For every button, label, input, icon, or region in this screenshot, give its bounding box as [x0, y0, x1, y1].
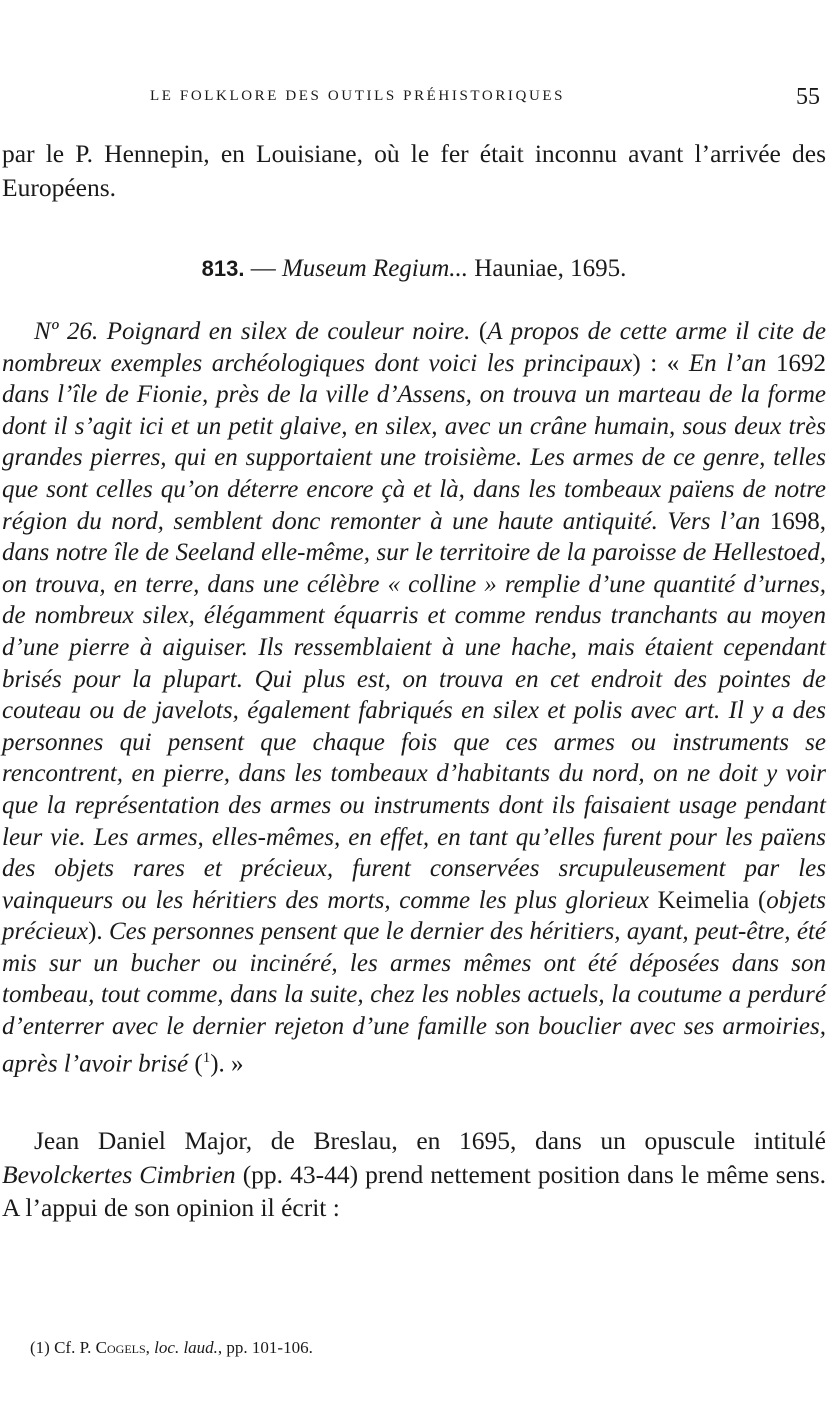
footnote: [30, 1338, 810, 1358]
running-title: LE FOLKLORE DES OUTILS PRÉHISTORIQUES: [150, 88, 566, 104]
quote-segment-4: ) : «: [632, 349, 689, 377]
footnote-cf: Cf. P.: [49, 1338, 96, 1357]
continued-paragraph: par le P. Hennepin, en Louisiane, où le fer était inconnu avant l’arrivée des Européens.: [2, 139, 826, 202]
major-paragraph: [2, 1124, 826, 1225]
quote-segment-13: Ces personnes pensent que le dernier des héritiers, ayant, peut-être, été mis sur un bucher ou incinéré, les armes mêmes ont été déposées dans son tombeau, tout comme, dans la suite, chez les nobles actuels, la coutume a perduré d’enterrer avec le dernier rejeton d’une famille son bouclier avec ses armoiries, après l’avoir brisé: [2, 918, 826, 1077]
quote-segment-5: En l’an: [688, 349, 767, 377]
page-number: 55: [796, 84, 820, 110]
entry-heading: [0, 255, 828, 283]
quote-segment-14: (: [188, 1049, 203, 1077]
quote-segment-12: ).: [88, 918, 109, 946]
footnote-marker: (1): [30, 1338, 50, 1357]
quote-segment-3: A propos de cette arme il cite de nombreux exemples archéologiques dont voici les principaux: [2, 318, 826, 377]
entry-title: Museum Regium...: [281, 255, 469, 282]
quote-segment-8: 1698,: [760, 507, 826, 535]
entry-dash: —: [244, 255, 282, 282]
footnote-separator: ,: [145, 1338, 155, 1357]
quote-segment-6: 1692: [766, 349, 826, 377]
footnote-pages: , pp. 101-106.: [217, 1338, 313, 1357]
major-text-1: Jean Daniel Major, de Breslau, en 1695, dans un opuscule intitulé: [34, 1126, 826, 1155]
major-text-2: (pp. 43-44) prend nettement position dans le même sens. A l’appui de son opinion il écrit :: [2, 1159, 826, 1222]
quote-segment-11: objets précieux: [2, 886, 826, 946]
quote-segment-1: Nº 26. Poignard en silex de couleur noire.: [34, 318, 471, 345]
quote-segment-7: dans l’île de Fionie, près de la ville d’Assens, on trouva un marteau de la forme dont il s’agit ici et un petit glaive, en silex, avec un crâne humain, sous deux très grandes pierres, qui en supportaient une troisième. Les armes de ce genre, telles que sont celles qu’on déterre encore çà et là, dans les tombeaux païens de notre région du nord, semblent donc remonter à une haute antiquité. Vers l’an: [2, 381, 826, 535]
major-book-title: Bevolckertes Cimbrien: [2, 1159, 236, 1189]
quote-segment-16: ). »: [210, 1049, 244, 1077]
footnote-reference: 1: [202, 1049, 211, 1066]
entry-number: 813.: [201, 256, 245, 281]
quote-segment-10: Keimelia (: [648, 886, 767, 914]
quote-segment-2: (: [470, 318, 488, 345]
running-header: [0, 84, 828, 114]
quote-segment-9: dans notre île de Seeland elle-même, sur le territoire de la paroisse de Hellestoed, on trouva, en terre, dans une célèbre « colline » remplie d’une quantité d’urnes, de nombreux silex, élégamment équarris et comme rendus tranchants au moyen d’une pierre à aiguiser. Ils ressemblaient à une hache, mais étaient cependant brisés pour la plupart. Qui plus est, on trouva en cet endroit des pointes de couteau ou de javelots, également fabriqués en silex et polis avec art. Il y a des personnes qui pensent que chaque fois que ces armes ou instruments se rencontrent, en pierre, dans les tombeaux d’habitants du nord, on ne doit y voir que la représentation des armes ou instruments dont ils faisaient usage pendant leur vie. Les armes, elles-mêmes, en effet, en tant qu’elles furent pour les païens des objets rares et précieux, furent conservées srcupuleusement par les vainqueurs ou les héritiers des morts, comme les plus glorieux: [2, 539, 826, 914]
entry-quotation: [2, 316, 826, 1080]
footnote-author: Cogels: [95, 1338, 146, 1357]
footnote-reference-text: loc. laud.: [154, 1338, 218, 1357]
entry-place-date: Hauniae, 1695.: [468, 255, 627, 282]
